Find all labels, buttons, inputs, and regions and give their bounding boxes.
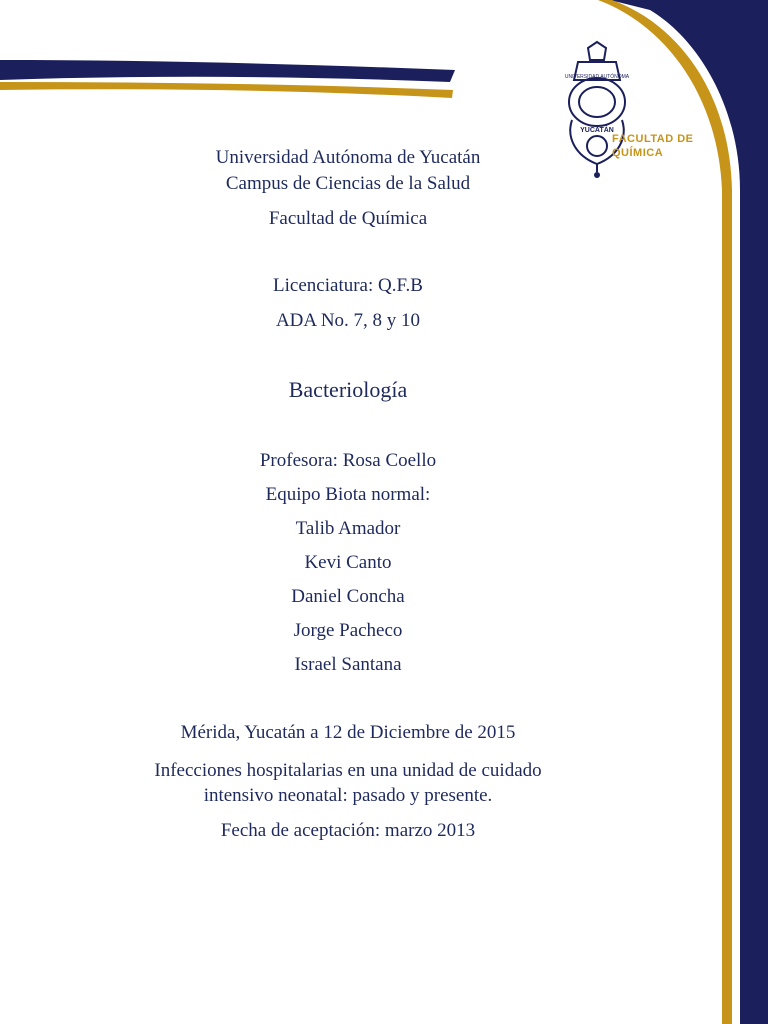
seal-text-bottom: YUCATÁN [580, 127, 614, 134]
team-member: Kevi Canto [304, 552, 392, 573]
team-member: Daniel Concha [291, 586, 405, 607]
campus-name: Campus de Ciencias de la Salud [225, 173, 471, 194]
place-date: Mérida, Yucatán a 12 de Diciembre de 2015 [180, 722, 516, 743]
team-member: Talib Amador [295, 518, 401, 539]
acceptance-date: Fecha de aceptación: marzo 2013 [220, 820, 476, 841]
ada-number: ADA No. 7, 8 y 10 [275, 310, 421, 331]
logo-line-2: QUÍMICA [612, 147, 664, 159]
article-title-line-2: intensivo neonatal: pasado y presente. [203, 785, 493, 806]
university-name: Universidad Autónoma de Yucatán [215, 147, 481, 168]
team-member: Jorge Pacheco [293, 620, 403, 641]
team-member: Israel Santana [294, 654, 402, 675]
faculty-name: Facultad de Química [268, 208, 428, 229]
team-name: Equipo Biota normal: [265, 484, 431, 505]
navy-swoosh [0, 60, 455, 82]
gold-swoosh [0, 82, 453, 98]
seal-text-top: UNIVERSIDAD AUTÓNOMA [564, 74, 630, 80]
faculty-logo-text [612, 132, 693, 160]
professor: Profesora: Rosa Coello [259, 450, 437, 471]
article-title-line-1: Infecciones hospitalarias en una unidad de cuidado [154, 760, 542, 781]
course-title: Bacteriología [288, 377, 408, 402]
logo-line-1: FACULTAD DE [612, 133, 694, 145]
degree: Licenciatura: Q.F.B [273, 275, 423, 296]
